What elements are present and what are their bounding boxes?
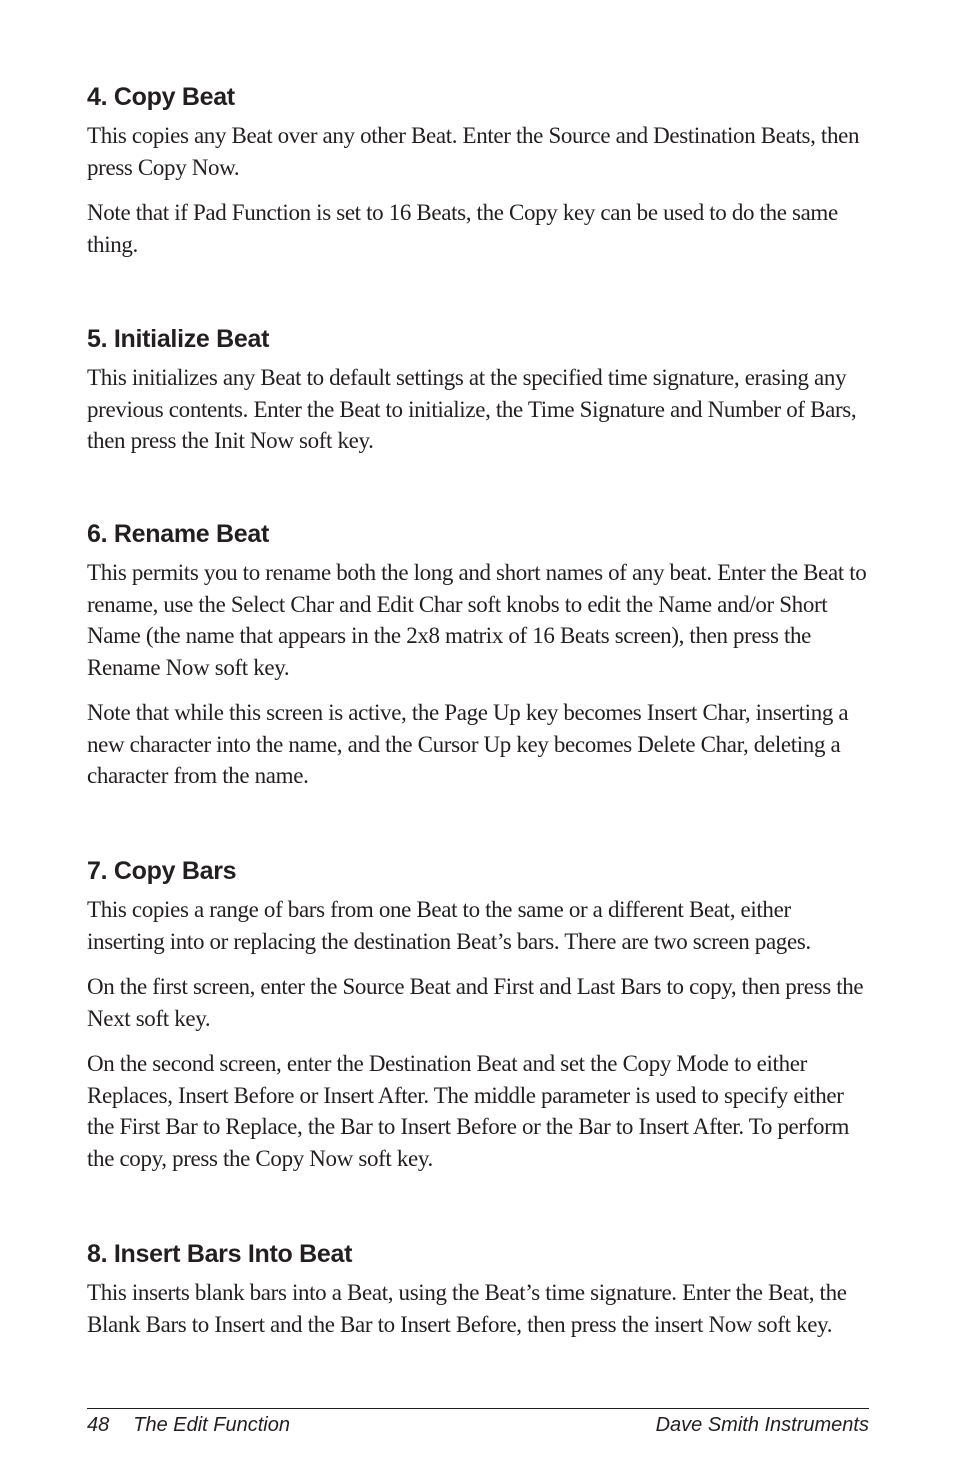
section-heading: 7. Copy Bars [87,857,237,885]
paragraph: This initializes any Beat to default settings at the specified time signature, erasing any previous contents. Enter the Beat to initialize, the Time Signature and Number of Bars, then press the Init Now soft key. [87,365,857,453]
chapter-title: The Edit Function [133,1414,290,1436]
paragraph: This copies a range of bars from one Beat to the same or a different Beat, either inserting into or replacing the destination Beat’s bars. There are two screen pages. [87,897,811,954]
section-heading: 8. Insert Bars Into Beat [87,1240,353,1268]
page-number: 48 [87,1414,110,1436]
section-initialize-beat [87,324,869,471]
section-heading: 6. Rename Beat [87,520,269,548]
footer-left [87,1413,290,1437]
paragraph: Note that if Pad Function is set to 16 Beats, the Copy key can be used to do the same thing. [87,200,838,257]
paragraph: This inserts blank bars into a Beat, using the Beat’s time signature. Enter the Beat, the Blank Bars to Insert and the Bar to Insert Before, then press the insert Now soft key. [87,1280,847,1337]
section-heading: 5. Initialize Beat [87,325,270,353]
section-copy-beat [87,82,869,274]
paragraph: This permits you to rename both the long and short names of any beat. Enter the Beat to rename, use the Select Char and Edit Char soft knobs to edit the Name and/or Short Name (the name that appears in the 2x8 matrix of 16 Beats screen), then press the Rename Now soft key. [87,560,867,680]
page-footer [87,1408,869,1437]
section-heading: 4. Copy Beat [87,83,235,111]
paragraph: This copies any Beat over any other Beat. Enter the Source and Destination Beats, then press Copy Now. [87,123,860,180]
section-rename-beat [87,519,869,806]
paragraph: On the second screen, enter the Destination Beat and set the Copy Mode to either Replaces, Insert Before or Insert After. The middle parameter is used to specify either the First Bar to Replace, the Bar to Insert Before or the Bar to Insert After. To perform the copy, press the Copy Now soft key. [87,1051,850,1171]
publisher-name: Dave Smith Instruments [655,1414,869,1436]
section-copy-bars [87,856,869,1188]
paragraph: Note that while this screen is active, the Page Up key becomes Insert Char, inserting a new character into the name, and the Cursor Up key becomes Delete Char, deleting a character from the name. [87,700,849,788]
paragraph: On the first screen, enter the Source Beat and First and Last Bars to copy, then press the Next soft key. [87,974,864,1031]
section-insert-bars [87,1239,869,1354]
